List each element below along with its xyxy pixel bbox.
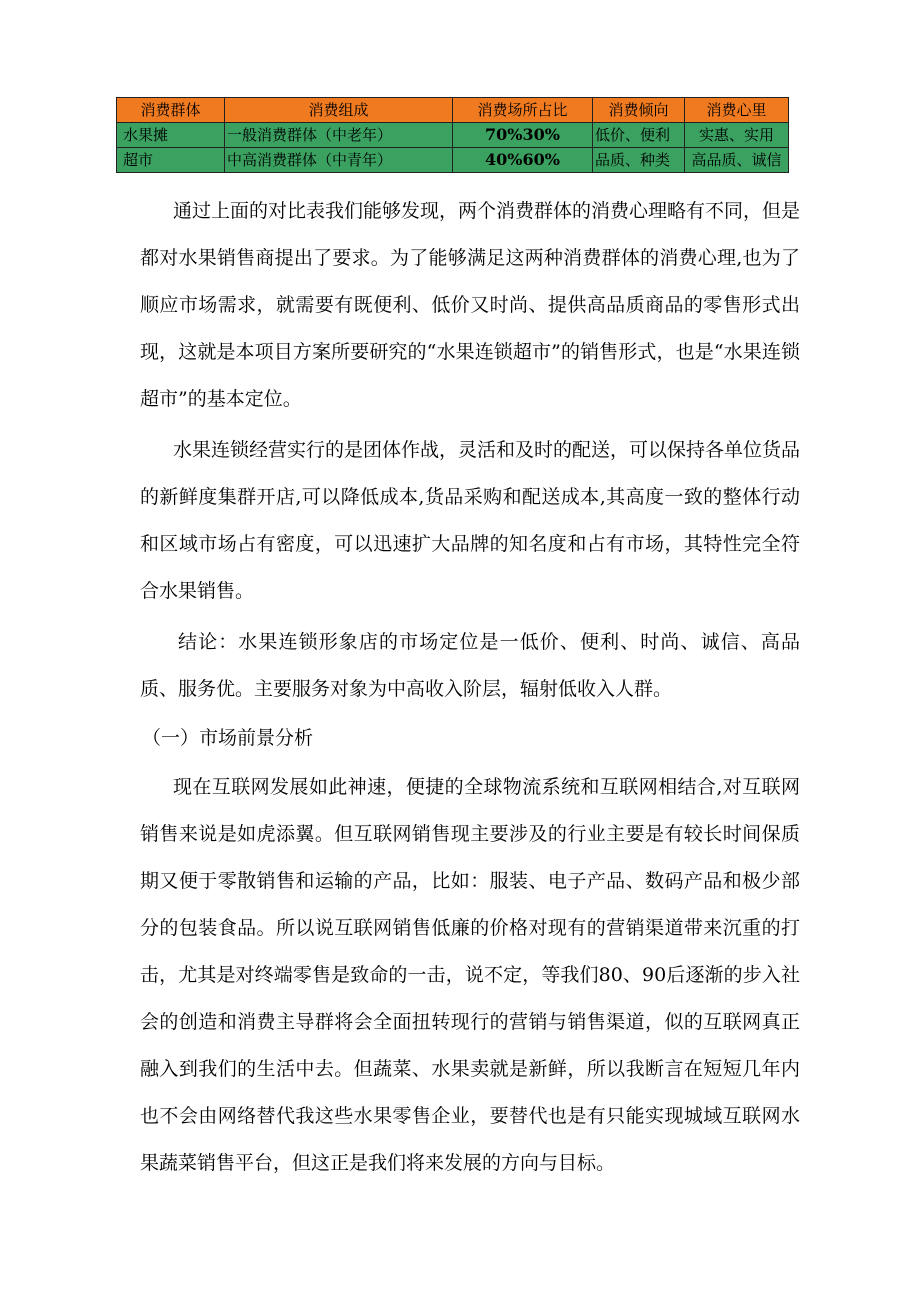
paragraph-chain-operation: 水果连锁经营实行的是团体作战，灵活和及时的配送，可以保持各单位货品的新鲜度集群开店,可以降低成本,货品采购和配送成本,其高度一致的整体行动和区域市场占有密度，可以迅速扩大品牌的知名度和占有市场，其特性完全符合水果销售。 <box>140 439 801 602</box>
cell-group: 超市 <box>117 148 225 173</box>
cell-tendency: 品质、种类 <box>593 148 685 173</box>
header-cell-composition: 消费组成 <box>225 98 453 123</box>
header-cell-tendency: 消费倾向 <box>593 98 685 123</box>
header-cell-psychology: 消费心里 <box>685 98 789 123</box>
cell-psychology: 实惠、实用 <box>685 123 789 148</box>
paragraph-conclusion: 结论：水果连锁形象店的市场定位是一低价、便利、时尚、诚信、高品质、服务优。主要服务对象为中高收入阶层，辐射低收入人群。 <box>140 631 800 700</box>
cell-composition: 中高消费群体（中青年） <box>225 148 453 173</box>
table-row <box>117 123 789 148</box>
document-body <box>140 188 800 1187</box>
cell-venue-ratio: 40%60% <box>453 148 593 173</box>
comparison-table-wrapper <box>116 97 789 173</box>
paragraph-comparison-analysis: 通过上面的对比表我们能够发现，两个消费群体的消费心理略有不同，但是都对水果销售商提出了要求。为了能够满足这两种消费群体的消费心理,也为了顺应市场需求，就需要有既便利、低价又时尚、提供高品质商品的零售形式出现，这就是本项目方案所要研究的“水果连锁超市”的销售形式，也是“水果连锁超市”的基本定位。 <box>140 200 801 410</box>
table-row <box>117 148 789 173</box>
cell-tendency: 低价、便利 <box>593 123 685 148</box>
consumer-comparison-table <box>116 97 789 173</box>
cell-composition: 一般消费群体（中老年） <box>225 123 453 148</box>
cell-venue-ratio: 70%30% <box>453 123 593 148</box>
table-header-row <box>117 98 789 123</box>
header-cell-group: 消费群体 <box>117 98 225 123</box>
cell-group: 水果摊 <box>117 123 225 148</box>
header-cell-venue-ratio: 消费场所占比 <box>453 98 593 123</box>
section-heading-market-outlook: （一）市场前景分析 <box>142 727 314 749</box>
paragraph-internet-analysis: 现在互联网发展如此神速，便捷的全球物流系统和互联网相结合,对互联网销售来说是如虎添翼。但互联网销售现主要涉及的行业主要是有较长时间保质期又便于零散销售和运输的产品，比如：服装、电子产品、数码产品和极少部分的包装食品。所以说互联网销售低廉的价格对现有的营销渠道带来沉重的打击，尤其是对终端零售是致命的一击，说不定，等我们80、90后逐渐的步入社会的创造和消费主导群将会全面扭转现行的营销与销售渠道，似的互联网真正融入到我们的生活中去。但蔬菜、水果卖就是新鲜，所以我断言在短短几年内也不会由网络替代我这些水果零售企业，要替代也是有只能实现城域互联网水果蔬菜销售平台，但这正是我们将来发展的方向与目标。 <box>140 776 800 1174</box>
cell-psychology: 高品质、诚信 <box>685 148 789 173</box>
